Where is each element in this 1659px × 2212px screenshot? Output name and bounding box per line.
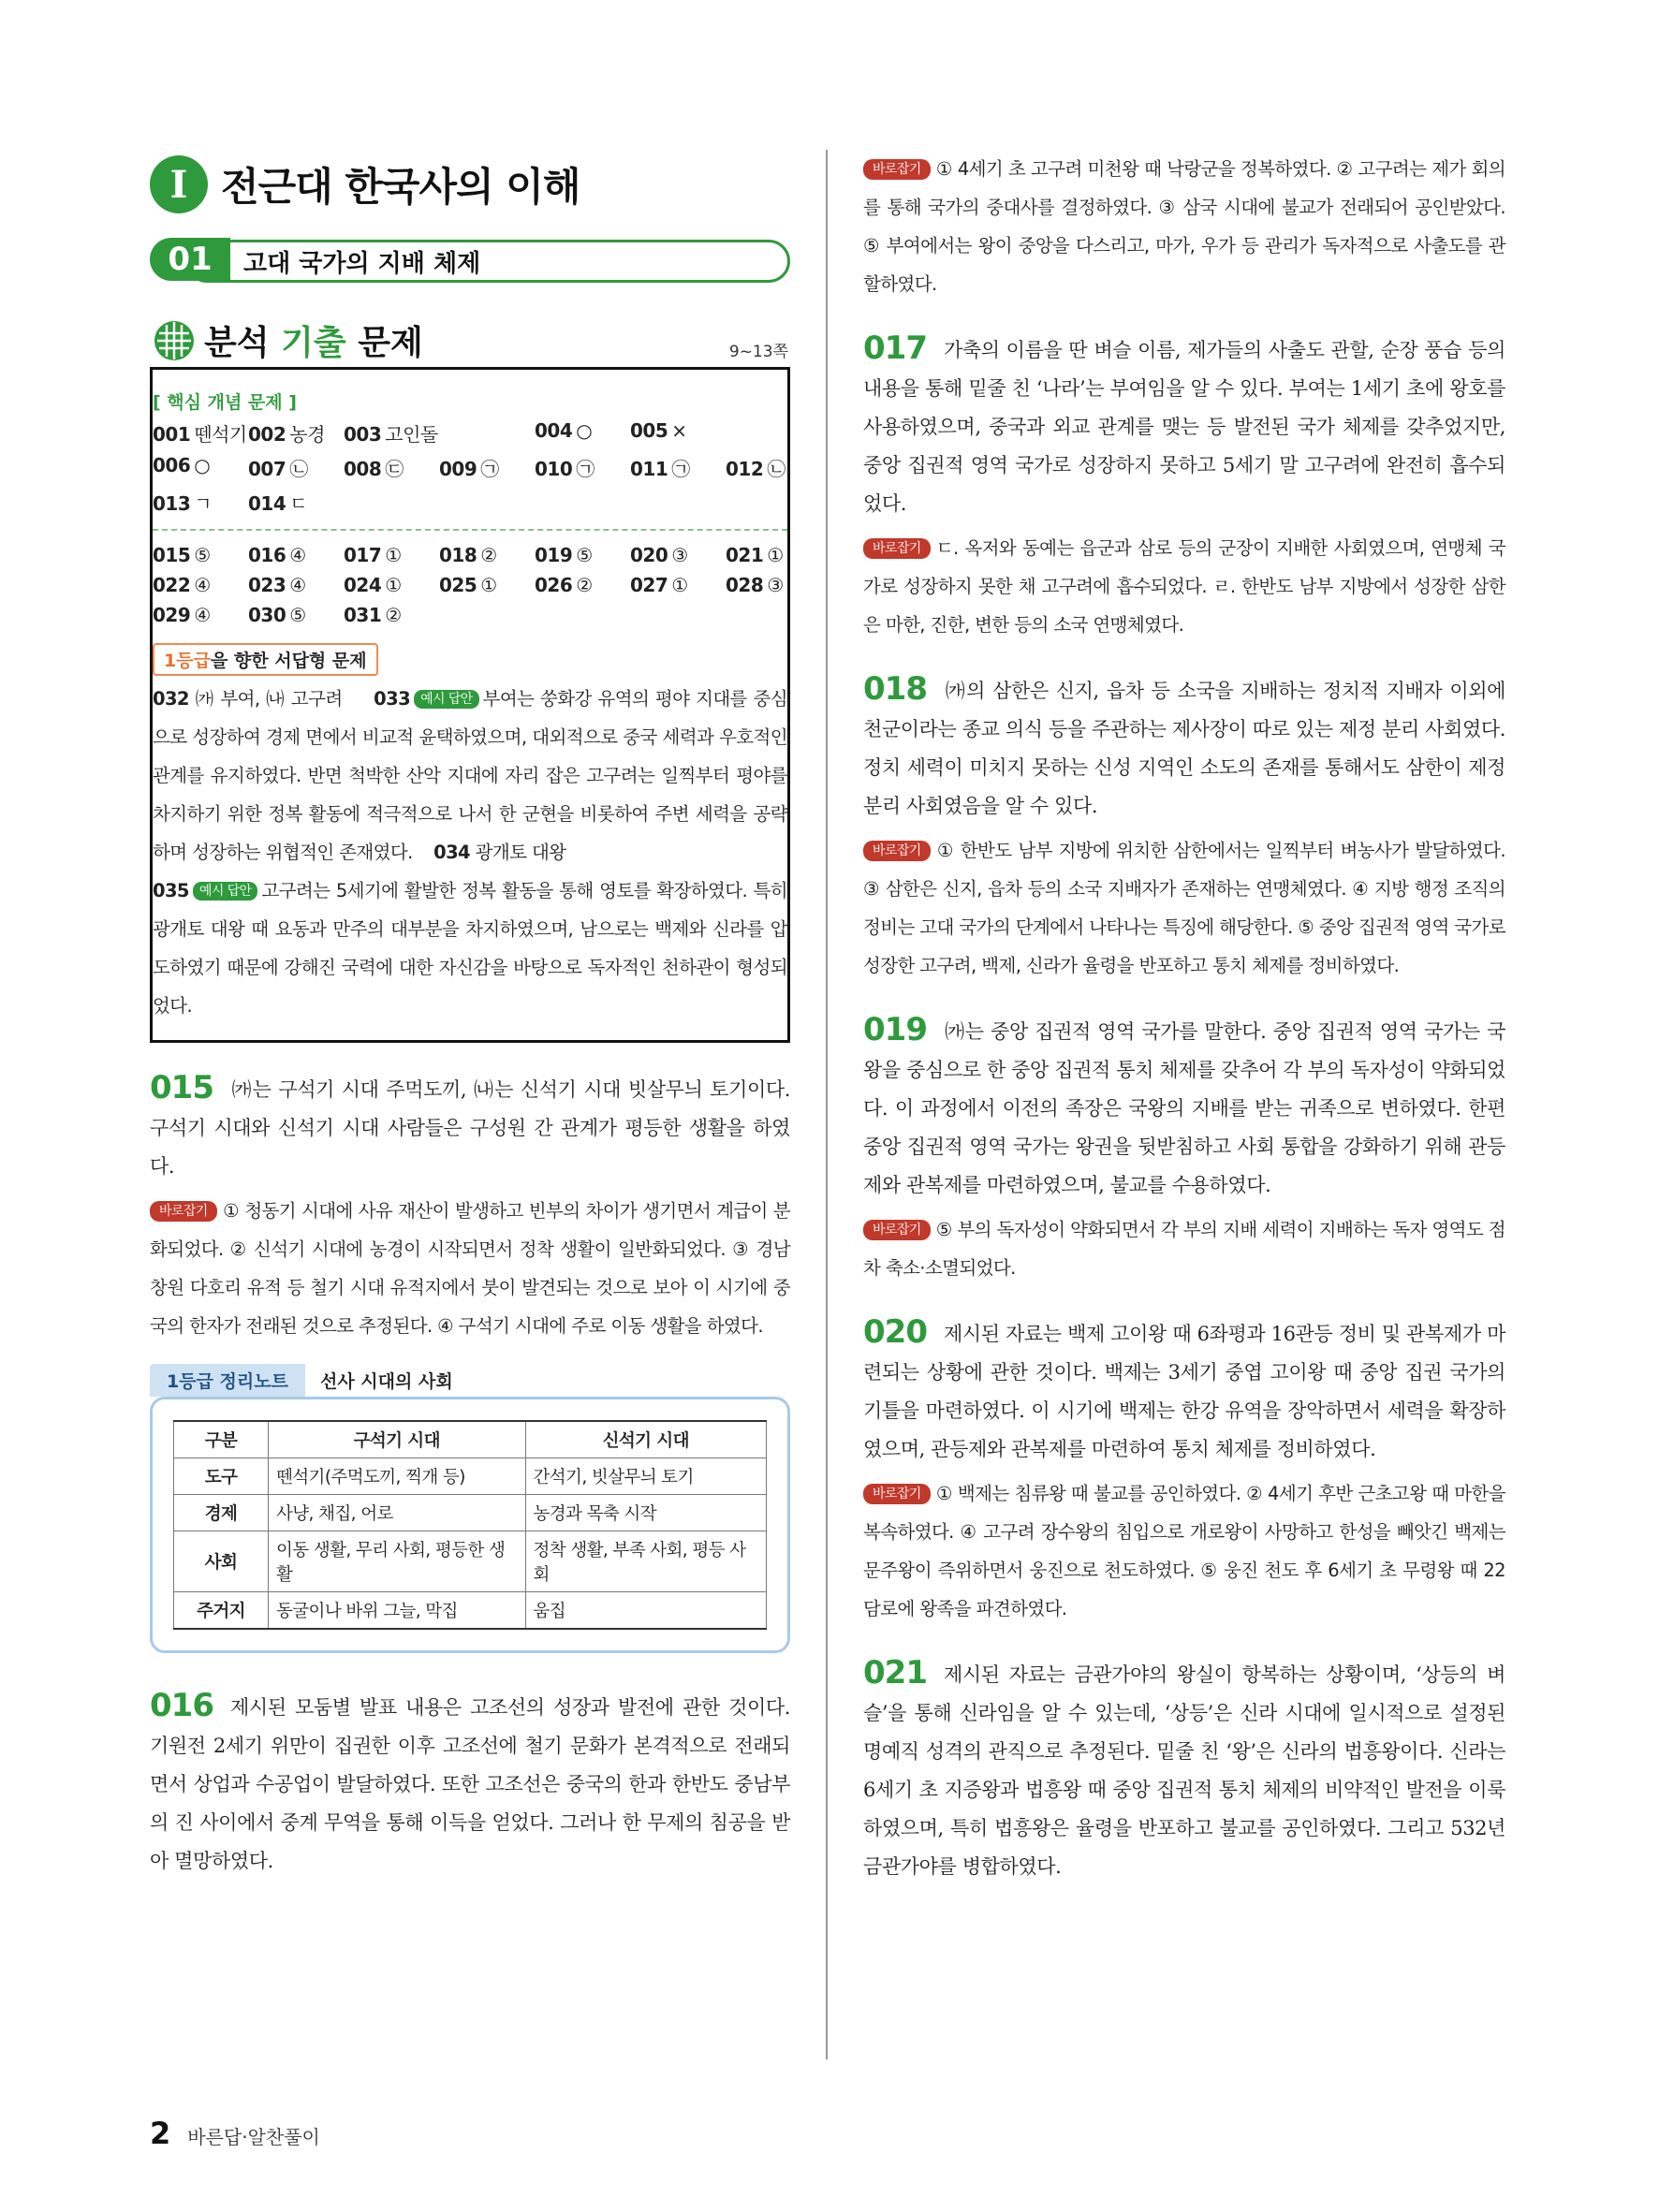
correction-tag: 바로잡기	[863, 1220, 931, 1240]
answer-item: 017 ①	[344, 544, 402, 566]
core-answer-grid	[153, 419, 787, 516]
section-number: 01	[150, 238, 230, 281]
answer-item	[439, 419, 535, 447]
analysis-header	[150, 313, 790, 370]
right-column	[863, 150, 1505, 1886]
question-017: 017 가축의 이름을 딴 벼슬 이름, 제가들의 사출도 관할, 순장 풍습 등의 내용을 통해 밑줄 친 ‘나라’는 부여임을 알 수 있다. 부여는 1세기 초에 왕호를 사용하였으며, 중국과 외교 관계를 맺는 등 발전된 국가 체제를 갖추었지만, 중앙 집권적 영역 국가로 성장하지 못하고 5세기 말 고구려에 완전히 흡수되었다. 바로잡기 ㄷ. 옥저와 동예는 읍군과 삼로 등의 군장이 지배한 사회였으며, 연맹체 국가로 성장하지 못한 채 고구려에 흡수되었다. ㄹ. 한반도 남부 지방에서 성장한 삼한은 마한, 진한, 변한 등의 소국 연맹체였다.	[863, 330, 1505, 636]
answer-item: 012 ㉡	[726, 458, 785, 480]
answer-item: 002 농경	[248, 423, 325, 446]
answer-item: 023 ④	[248, 574, 306, 596]
answer-item: 015 ⑤	[153, 544, 211, 566]
question-016: 016 제시된 모둠별 발표 내용은 고조선의 성장과 발전에 관한 것이다. 기원전 2세기 위만이 집권한 이후 고조선에 철기 문화가 본격적으로 전래되면서 상업과 수공업이 발달하였다. 또한 고조선은 중국의 한과 한반도 중남부의 진 사이에서 중계 무역을 통해 이득을 얻었다. 그러나 한 무제의 침공을 받아 멸망하였다.	[150, 1687, 790, 1872]
answer-item	[726, 419, 793, 447]
answer-item: 029 ④	[153, 604, 211, 626]
correction-tag: 바로잡기	[863, 841, 931, 861]
question-016-correction: 바로잡기 ① 4세기 초 고구려 미천왕 때 낙랑군을 정복하였다. ② 고구려는 제가 회의를 통해 국가의 중대사를 결정하였다. ③ 삼국 시대에 불교가 전래되어 공인받았다. ⑤ 부여에서는 왕이 중앙을 다스리고, 마가, 우가 등 관리가 독자적으로 사출도를 관할하였다.	[863, 158, 1505, 295]
book-title: 바른답·알찬풀이	[187, 2126, 320, 2148]
essay-answers: 032 ㈎ 부여, ㈏ 고구려 033 예시 답안 부여는 쑹화강 유역의 평야 지대를 중심으로 성장하여 경제 면에서 비교적 윤택하였으며, 대외적으로 중국 세력과 우호적인 관계를 유지하였다. 반면 척박한 산악 지대에 자리 잡은 고구려는 일찍부터 평야를 차지하기 위한 정복 활동에 적극적으로 나서 한 군현을 비롯하여 주변 세력을 공략하며 성장하는 위협적인 존재였다. 034 광개토 대왕 035 예시 답안 고구려는 5세기에 활발한 정복 활동을 통해 영토를 확장하였다. 특히 광개토 대왕 때 요동과 만주의 대부분을 차지하였으며, 남으로는 백제와 신라를 압도하였기 때문에 강해진 국력에 대한 자신감을 바탕으로 독자적인 천하관이 형성되었다.	[153, 688, 787, 1017]
summary-note	[150, 1364, 790, 1653]
answer-item: 031 ②	[344, 604, 402, 626]
answer-item: 013 ㄱ	[153, 492, 213, 515]
question-018: 018 ㈎의 삼한은 신지, 읍차 등 소국을 지배하는 정치적 지배자 이외에 천군이라는 종교 의식 등을 주관하는 제사장이 따로 있는 제정 분리 사회였다. 정치 세력이 미치지 못하는 신성 지역인 소도의 존재를 통해서도 삼한이 제정 분리 사회였음을 알 수 있다. 바로잡기 ① 한반도 남부 지방에 위치한 삼한에서는 일찍부터 벼농사가 발달하였다. ③ 삼한은 신지, 읍차 등의 소국 지배자가 존재하는 연맹체였다. ④ 지방 행정 조직의 정비는 고대 국가의 단계에서 나타나는 특징에 해당한다. ⑤ 중앙 집권적 영역 국가로 성장한 고구려, 백제, 신라가 율령을 반포하고 통치 체제를 정비하였다.	[863, 670, 1505, 976]
answer-item: 026 ②	[535, 574, 593, 596]
answer-item: 006 ○	[153, 454, 211, 476]
mc-answer-grid	[153, 544, 787, 626]
correction-tag: 바로잡기	[863, 538, 931, 559]
section-title: 고대 국가의 지배 체제	[243, 250, 481, 278]
answer-box	[150, 370, 790, 1043]
chapter-title: 전근대 한국사의 이해	[221, 164, 580, 210]
correction-tag: 바로잡기	[150, 1201, 217, 1222]
answer-item: 007 ㉡	[248, 458, 308, 480]
answer-item: 028 ③	[726, 574, 784, 596]
chapter-header	[150, 150, 790, 219]
answer-item: 003 고인돌	[344, 423, 438, 446]
note-badge: 1등급 정리노트	[150, 1364, 305, 1397]
answer-item: 019 ⑤	[535, 544, 593, 566]
left-column	[150, 150, 790, 1881]
chapter-number: I	[150, 155, 208, 213]
answer-item: 008 ㉢	[344, 458, 404, 480]
answer-item: 024 ①	[344, 574, 402, 596]
answer-item: 011 ㉠	[630, 458, 690, 480]
table-row: 도구 뗀석기(주먹도끼, 찍개 등) 간석기, 빗살무늬 토기	[174, 1458, 767, 1495]
answer-item: 009 ㉠	[439, 458, 499, 480]
answer-item: 016 ④	[248, 544, 306, 566]
column-divider	[826, 150, 828, 2059]
answer-item: 004 ○	[535, 419, 593, 442]
answer-item: 018 ②	[439, 544, 497, 566]
section-header	[150, 238, 790, 281]
question-019: 019 ㈎는 중앙 집권적 영역 국가를 말한다. 중앙 집권적 영역 국가는 국왕을 중심으로 한 중앙 집권적 통치 체제를 갖추어 각 부의 독자성이 약화되었다. 이 과정에서 이전의 족장은 국왕의 지배를 받는 귀족으로 변하였다. 한편 중앙 집권적 영역 국가는 왕권을 뒷받침하고 사회 통합을 강화하기 위해 관등제와 관복제를 마련하였으며, 불교를 수용하였다. 바로잡기 ⑤ 부의 독자성이 약화되면서 각 부의 지배 세력이 지배하는 독자 영역도 점차 축소·소멸되었다.	[863, 1011, 1505, 1279]
answer-item: 005 ×	[630, 419, 687, 442]
analysis-title-a: 분석	[204, 324, 270, 362]
core-concept-label: [ 핵심 개념 문제 ]	[153, 392, 297, 413]
answer-item: 022 ④	[153, 574, 211, 596]
table-row: 주거지 동굴이나 바위 그늘, 막집 움집	[174, 1592, 767, 1630]
answer-item: 020 ③	[630, 544, 688, 566]
dashed-divider	[153, 529, 787, 531]
question-020: 020 제시된 자료는 백제 고이왕 때 6좌평과 16관등 정비 및 관복제가 마련되는 상황에 관한 것이다. 백제는 3세기 중엽 고이왕 때 중앙 집권 국가의 기틀을 마련하였다. 이 시기에 백제는 한강 유역을 장악하면서 세력을 확장하였으며, 관등제와 관복제를 마련하여 통치 체제를 정비하였다. 바로잡기 ① 백제는 침류왕 때 불교를 공인하였다. ② 4세기 후반 근초고왕 때 마한을 복속하였다. ④ 고구려 장수왕의 침입으로 개로왕이 사망하고 한성을 빼앗긴 백제는 문주왕이 즉위하면서 웅진으로 천도하였다. ⑤ 웅진 천도 후 6세기 초 무령왕 때 22담로에 왕족을 파견하였다.	[863, 1313, 1505, 1619]
correction-tag: 바로잡기	[863, 1484, 931, 1504]
question-021: 021 제시된 자료는 금관가야의 왕실이 항복하는 상황이며, ‘상등의 벼슬’을 통해 신라임을 알 수 있는데, ‘상등’은 신라 시대에 일시적으로 설정된 명예직 성격의 관직으로 추정된다. 밑줄 친 ‘왕’은 신라의 법흥왕이다. 신라는 6세기 초 지증왕과 법흥왕 때 중앙 집권적 통치 체제의 비약적인 발전을 이룩하였으며, 특히 법흥왕은 율령을 반포하고 불교를 공인하였다. 그리고 532년 금관가야를 병합하였다.	[863, 1654, 1505, 1878]
prehistory-table: 구분 구석기 시대 신석기 시대 도구 뗀석기(주먹도끼, 찍개 등) 간석기, 빗살무늬 토기 경제 사냥, 채집, 어로 농경과 목축 시작 사회 이동 생활, 무리 사회, 평등한 생활 정착 생활, 부족 사회, 평등 사회 주거지 동굴이나 바위 그늘, 막집 움집	[173, 1420, 767, 1630]
analysis-title-b: 기출	[281, 324, 346, 362]
essay-label: 1등급을 향한 서답형 문제	[153, 643, 378, 676]
question-015: 015 ㈎는 구석기 시대 주먹도끼, ㈏는 신석기 시대 빗살무늬 토기이다. 구석기 시대와 신석기 시대 사람들은 구성원 간 관계가 평등한 생활을 하였다. 바로잡기 ① 청동기 시대에 사유 재산이 발생하고 빈부의 차이가 생기면서 계급이 분화되었다. ② 신석기 시대에 농경이 시작되면서 정착 생활이 일반화되었다. ③ 경남 창원 다호리 유적 등 철기 시대 유적지에서 붓이 발견되는 것으로 보아 이 시기에 중국의 한자가 전래된 것으로 추정된다. ④ 구석기 시대에 주로 이동 생활을 하였다.	[150, 1069, 790, 1337]
answer-item: 021 ①	[726, 544, 784, 566]
answer-item: 010 ㉠	[535, 458, 595, 480]
page-footer	[150, 2116, 320, 2151]
example-answer-tag: 예시 답안	[193, 882, 258, 901]
table-row: 사회 이동 생활, 무리 사회, 평등한 생활 정착 생활, 부족 사회, 평등 사회	[174, 1531, 767, 1592]
answer-item: 027 ①	[630, 574, 688, 596]
grid-logo-icon	[154, 320, 195, 361]
example-answer-tag: 예시 답안	[414, 690, 479, 709]
note-title: 선사 시대의 사회	[319, 1371, 453, 1392]
analysis-title-c: 문제	[358, 324, 423, 362]
answer-item: 014 ㄷ	[248, 492, 308, 515]
page-range: 9~13쪽	[728, 343, 788, 361]
table-row: 경제 사냥, 채집, 어로 농경과 목축 시작	[174, 1495, 767, 1531]
page-number: 2	[150, 2116, 171, 2151]
correction-tag: 바로잡기	[863, 159, 931, 180]
answer-item: 025 ①	[439, 574, 497, 596]
answer-item: 001 뗀석기	[153, 423, 247, 446]
answer-item: 030 ⑤	[248, 604, 306, 626]
